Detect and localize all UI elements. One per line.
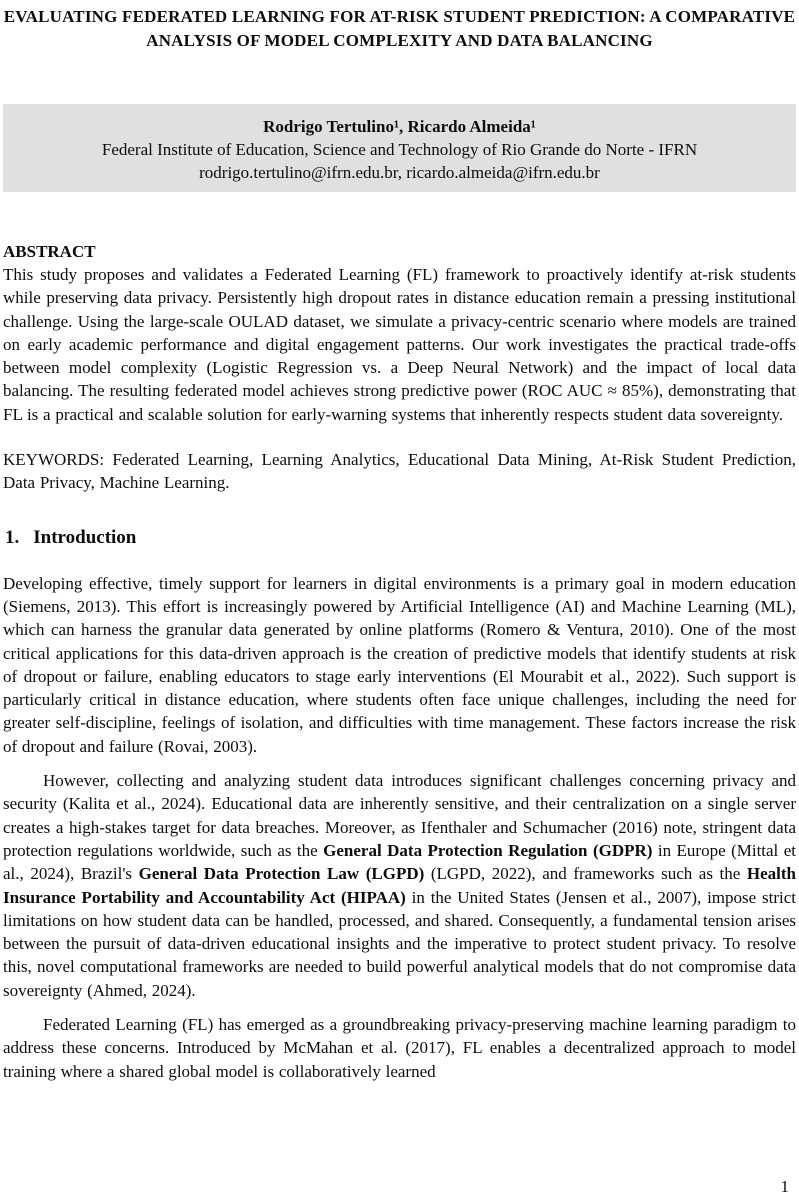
section-number: 1. xyxy=(5,526,20,548)
author-affiliation: Federal Institute of Education, Science and Technology of Rio Grande do Norte - IFRN xyxy=(101,140,698,159)
intro-paragraph-3: Federated Learning (FL) has emerged as a groundbreaking privacy-preserving machine learning paradigm to address these concerns. Introduced by McMahan et al. (2017), FL enables a decentralized approach to model training where a shared global model is collaboratively learned xyxy=(3,1015,796,1081)
intro-paragraph-2 xyxy=(3,769,796,1002)
abstract-text: This study proposes and validates a Federated Learning (FL) framework to proactively identify at-risk students while preserving data privacy. Persistently high dropout rates in distance education remain a pressing institutional challenge. Using the large-scale OULAD dataset, we simulate a privacy-centric scenario where models are trained on early academic performance and digital engagement patterns. Our work investigates the practical trade-offs between model complexity (Logistic Regression vs. a Deep Neural Network) and the impact of local data balancing. The resulting federated model achieves strong predictive power (ROC AUC ≈ 85%), demonstrating that FL is a practical and scalable solution for early-warning systems that inherently respects student data sovereignty. xyxy=(3,265,796,424)
lgpd-bold-term: General Data Protection Law (LGPD) xyxy=(138,864,425,884)
author-emails: rodrigo.tertulino@ifrn.edu.br, ricardo.almeida@ifrn.edu.br xyxy=(199,163,600,182)
section-title: Introduction xyxy=(33,526,137,548)
abstract-heading: ABSTRACT xyxy=(3,242,96,261)
section-heading-introduction xyxy=(5,525,796,551)
author-names: Rodrigo Tertulino¹, Ricardo Almeida¹ xyxy=(263,117,536,136)
paragraph-text-segment: in the United States (Jensen et al., 2007), impose strict limitations on how student data can be handled, processed, and shared. Consequently, a fundamental tension arises between the pursuit of data-driven educational insights and the imperative to protect student privacy. To resolve this, novel computational frameworks are needed to build powerful analytical models that do not compromise data sovereignty (Ahmed, 2024). xyxy=(3,887,796,1000)
page-number: 1 xyxy=(780,1177,789,1196)
paragraph-text-segment: However, collecting and analyzing student data introduces significant challenges concerning privacy and security (Kalita et al., 2024). Educational data are inherently sensitive, and their centralization on a single server creates a high-stakes target for data breaches. Moreover, as Ifenthaler and Schumacher (2016) note, stringent data protection regulations worldwide, such as the xyxy=(3,771,796,860)
paragraph-text-segment: (LGPD, 2022), and frameworks such as the xyxy=(424,864,747,884)
hipaa-bold-term: Health Insurance Portability and Accountability Act (HIPAA) xyxy=(3,864,796,907)
paper-title: EVALUATING FEDERATED LEARNING FOR AT-RISK STUDENT PREDICTION: A COMPARATIVE ANALYSIS OF MODEL COMPLEXITY AND DATA BALANCING xyxy=(3,7,796,50)
paragraph-text-segment: in Europe (Mittal et al., 2024), Brazil's xyxy=(3,840,796,884)
intro-paragraph-1: Developing effective, timely support for learners in digital environments is a primary goal in modern education (Siemens, 2013). This effort is increasingly powered by Artificial Intelligence (AI) and Machine Learning (ML), which can harness the granular data generated by online platforms (Romero & Ventura, 2010). One of the most critical applications for this data-driven approach is the creation of predictive models that identify students at risk of dropout or failure, enabling educators to stage early interventions (El Mourabit et al., 2022). Such support is particularly critical in distance education, where students often face unique challenges, including the need for greater self-discipline, feelings of isolation, and difficulties with time management. These factors increase the risk of dropout and failure (Rovai, 2003). xyxy=(3,573,796,756)
author-block xyxy=(3,104,796,192)
gdpr-bold-term: General Data Protection Regulation (GDPR) xyxy=(323,840,653,860)
keywords-text: KEYWORDS: Federated Learning, Learning Analytics, Educational Data Mining, At-Risk Student Prediction, Data Privacy, Machine Learning. xyxy=(3,450,796,493)
